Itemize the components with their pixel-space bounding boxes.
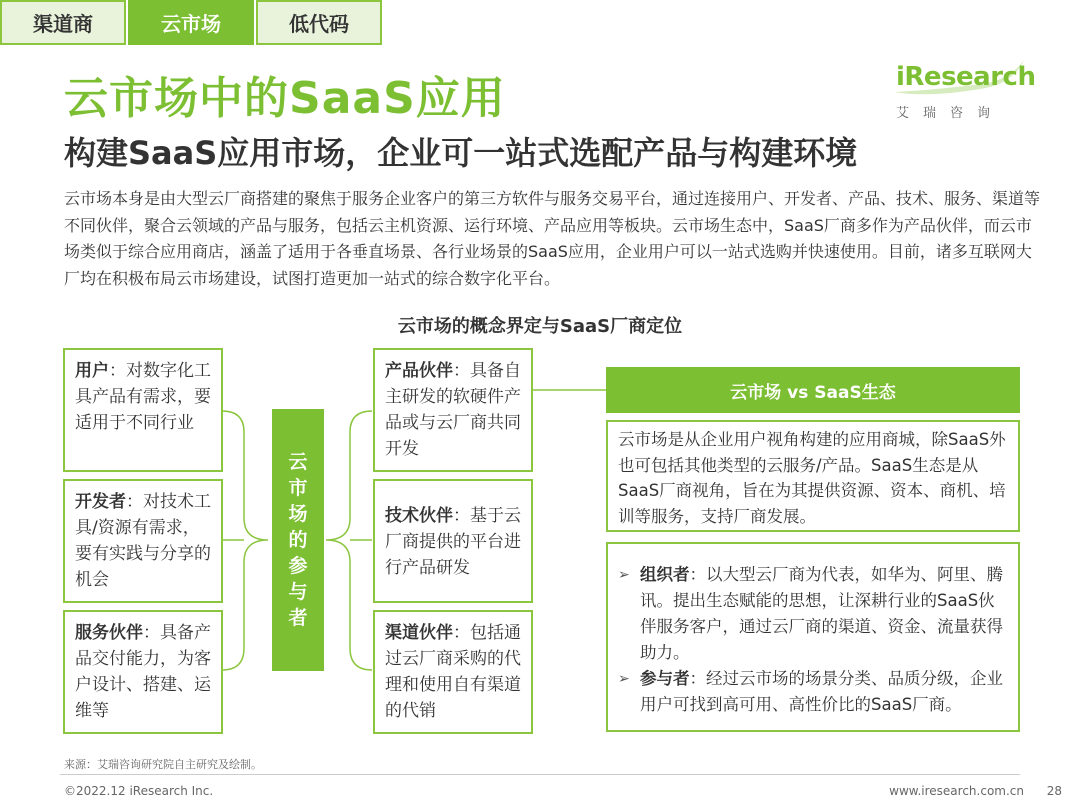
footer-divider — [60, 774, 1020, 775]
center-char: 者 — [288, 607, 308, 629]
term-users: 用户 — [75, 361, 109, 381]
desc-product-partners: ：具备自主研发的软硬件产品或与云厂商共同开发 — [385, 361, 521, 459]
term-product-partners: 产品伙伴 — [385, 361, 453, 381]
page-subtitle: 构建SaaS应用市场，企业可一站式选配产品与构建环境 — [64, 134, 858, 172]
role-organizer-desc: ：以大型云厂商为代表，如华为、阿里、腾讯。提出生态赋能的思想，让深耕行业的SaaS伙伴服务客户，通过云厂商的渠道、资金、流量获得助力。 — [640, 565, 1003, 662]
chevron-right-icon: ➢ — [618, 671, 630, 687]
definition-box — [606, 420, 1020, 532]
desc-developers: ：对技术工具/资源有需求，要有实践与分享的机会 — [75, 492, 211, 590]
desc-tech-partners: ：基于云厂商提供的平台进行产品研发 — [385, 506, 521, 578]
definition-text: 云市场是从企业用户视角构建的应用商城，除SaaS外也可包括其他类型的云服务/产品。SaaS生态是从SaaS厂商视角，旨在为其提供资源、资本、商机、培训等服务，支持厂商发展。 — [618, 430, 1006, 526]
roles-box — [606, 542, 1020, 732]
desc-channel-partners: ：包括通过云厂商采购的代理和使用自有渠道的代销 — [385, 623, 521, 721]
tab-cloud-market[interactable]: 云市场 — [128, 0, 254, 45]
vs-header: 云市场 vs SaaS生态 — [606, 367, 1020, 413]
diagram-title: 云市场的概念界定与SaaS厂商定位 — [397, 316, 683, 337]
desc-service-partners: ：具备产品交付能力，为客户设计、搭建、运维等 — [75, 623, 211, 721]
page-title: 云市场中的SaaS应用 — [64, 73, 506, 124]
logo-chinese: 艾瑞咨询 — [896, 106, 1005, 121]
iresearch-logo — [890, 58, 1036, 121]
desc-users: ：对数字化工具产品有需求，要适用于不同行业 — [75, 361, 211, 433]
intro-paragraph: 云市场本身是由大型云厂商搭建的聚焦于服务企业客户的第三方软件与服务交易平台，通过连接用户、开发者、产品、技术、服务、渠道等不同伙伴，聚合云领域的产品与服务，包括云主机资源、运行环境、产品应用等板块。云市场生态中，SaaS厂商多作为产品伙伴，而云市场类似于综合应用商店，涵盖了适用于各垂直场景、各行业场景的SaaS应用，企业用户可以一站式选购并快速使用。目前，诸多互联网大厂均在积极布局云市场建设，试图打造更加一站式的综合数字化平台。 — [64, 189, 1041, 288]
center-char: 与 — [288, 581, 308, 603]
role-participant-desc: ：经过云市场的场景分类、品质分级，企业用户可找到高可用、高性价比的SaaS厂商。 — [640, 669, 1003, 714]
chevron-right-icon: ➢ — [618, 567, 630, 583]
logo-text: iResearch — [896, 62, 1036, 92]
term-service-partners: 服务伙伴 — [75, 623, 143, 643]
role-organizer — [618, 562, 1008, 666]
box-service-partners — [63, 610, 223, 734]
center-char: 参 — [288, 555, 308, 577]
center-char: 场 — [288, 503, 308, 525]
role-organizer-term: 组织者 — [640, 565, 690, 584]
tab-low-code[interactable]: 低代码 — [256, 0, 382, 45]
role-participant — [618, 666, 1008, 718]
center-char: 的 — [288, 529, 308, 551]
box-users — [63, 348, 223, 472]
source-note: 来源：艾瑞咨询研究院自主研究及绘制。 — [64, 758, 262, 771]
center-char: 云 — [288, 451, 308, 473]
box-channel-partners — [373, 610, 533, 734]
copyright: ©2022.12 iResearch Inc. — [64, 784, 214, 798]
tab-channel[interactable]: 渠道商 — [0, 0, 126, 45]
box-developers — [63, 479, 223, 603]
box-tech-partners — [373, 479, 533, 603]
tab-bar — [0, 0, 384, 46]
site-url[interactable]: www.iresearch.com.cn — [889, 784, 1024, 798]
page-number: 28 — [1046, 784, 1062, 798]
role-participant-term: 参与者 — [640, 669, 690, 688]
term-developers: 开发者 — [75, 492, 126, 512]
term-tech-partners: 技术伙伴 — [385, 506, 453, 526]
box-product-partners — [373, 348, 533, 472]
center-char: 市 — [288, 477, 308, 499]
term-channel-partners: 渠道伙伴 — [385, 623, 453, 643]
participants-label — [272, 409, 324, 671]
